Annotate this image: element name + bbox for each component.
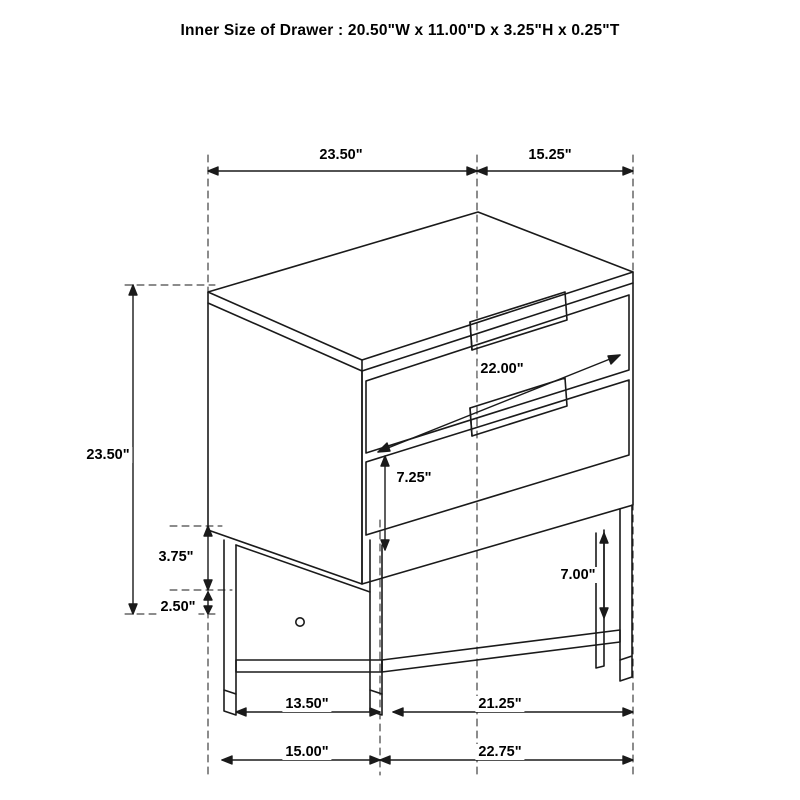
drawer-lower: [366, 378, 629, 535]
dimension-label-leg-gap-height: 3.75": [155, 549, 196, 565]
dimension-label-base-height: 7.00": [557, 567, 598, 583]
dimension-label-foot-depth: 15.00": [282, 744, 331, 760]
page-title: Inner Size of Drawer : 20.50"W x 11.00"D x 3.25"H x 0.25"T: [180, 22, 620, 39]
dimension-label-base-width: 21.25": [475, 696, 524, 712]
dimension-label-foot-height: 2.50": [157, 599, 198, 615]
dimension-label-drawer-width: 22.00": [477, 361, 526, 377]
dimension-lines: [129, 167, 633, 764]
dimension-label-top-depth-side: 15.25": [525, 147, 574, 163]
dimension-label-case-depth-front: 7.25": [393, 470, 434, 486]
dimension-label-top-width-front: 23.50": [316, 147, 365, 163]
dimension-label-base-depth: 13.50": [282, 696, 331, 712]
extension-lines: [125, 155, 633, 775]
dimension-label-overall-height: 23.50": [83, 447, 132, 463]
metal-base: [224, 505, 632, 715]
dimension-label-foot-width: 22.75": [475, 744, 524, 760]
